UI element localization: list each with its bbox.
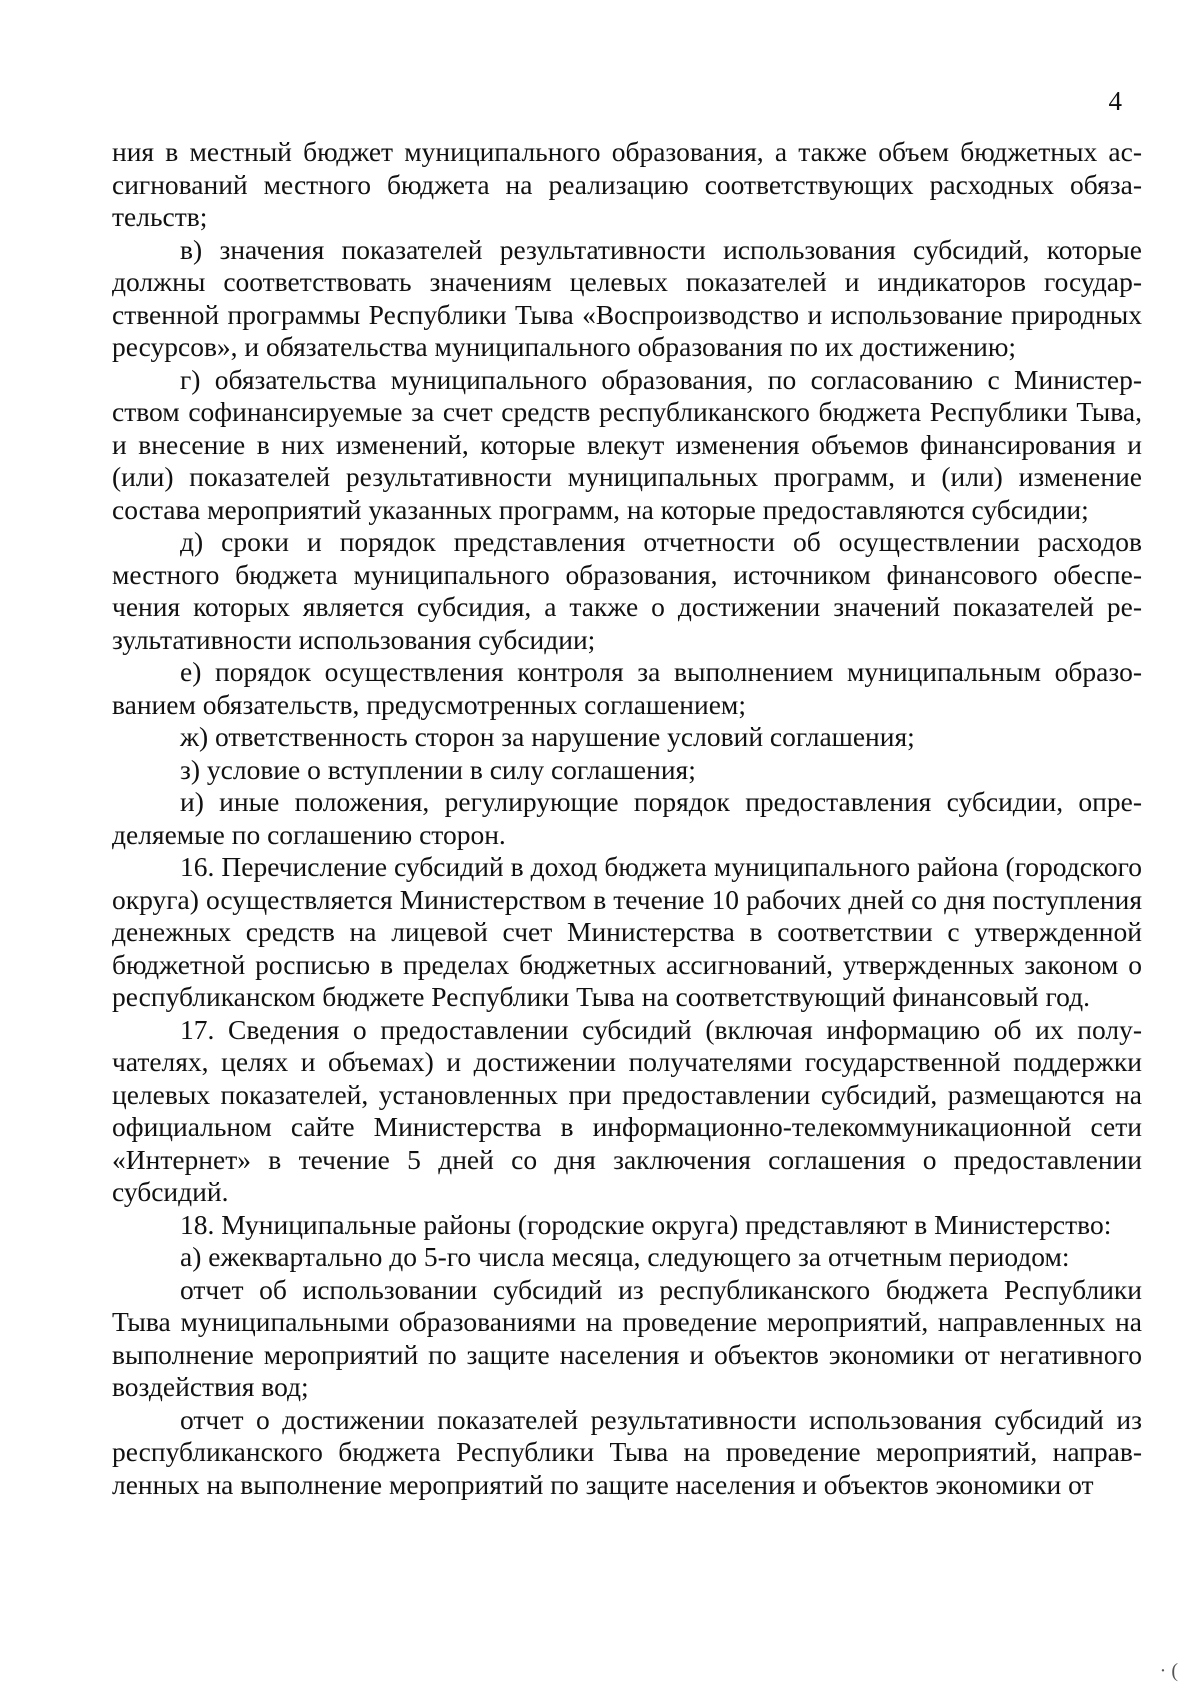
paragraph-clause-17: 17. Сведения о предоставлении субсидий (включая информацию об их получателях, целях и объемах) и достижении получателями государственной поддержки целевых показателей, установленных при предоставлении субсидий, размещаются на официальном сайте Министерства в информационно-телекоммуникационной сети «Интернет» в течение 5 дней со дня заключения соглашения о предоставлении субсидий.	[112, 1013, 1142, 1207]
paragraph-item-v: в) значения показателей результативности использования субсидий, которые должны соответствовать значениям целевых показателей и индикаторов государственной программы Республики Тыва «Воспроизводство и использование природных ресурсов», и обязательства муниципального образования по их достижению;	[112, 233, 1142, 362]
document-body	[112, 136, 1142, 1501]
paragraph-clause-18: 18. Муниципальные районы (городские округа) представляют в Министерство:	[180, 1208, 1112, 1240]
paragraph-clause-16: 16. Перечисление субсидий в доход бюджета муниципального района (городского округа) осуществляется Министерством в течение 10 рабочих дней со дня поступления денежных средств на лицевой счет Министерства в соответствии с утвержденной бюджетной росписью в пределах бюджетных ассигнований, утвержденных законом о республиканском бюджете Республики Тыва на соответствующий финансовый год.	[112, 851, 1142, 1012]
paragraph-item-e: е) порядок осуществления контроля за выполнением муниципальным образованием обязательств, предусмотренных соглашением;	[112, 656, 1142, 720]
paragraph-item-z: з) условие о вступлении в силу соглашения;	[180, 753, 696, 785]
paragraph-item-zh: ж) ответственность сторон за нарушение условий соглашения;	[180, 721, 915, 752]
paragraph-report-usage: отчет об использовании субсидий из республиканского бюджета Республики Тыва муниципальными образованиями на проведение мероприятий, направленных на выполнение мероприятий по защите населения и объектов экономики от негативного воздействия вод;	[112, 1273, 1142, 1402]
paragraph-item-d: д) сроки и порядок представления отчетности об осуществлении расходов местного бюджета муниципального образования, источником финансового обеспечения которых является субсидия, а также о достижении значений показателей результативности использования субсидии;	[112, 526, 1142, 655]
paragraph-report-results: отчет о достижении показателей результативности использования субсидий из республиканского бюджета Республики Тыва на проведение мероприятий, направленных на выполнение мероприятий по защите населения и объектов экономики от	[112, 1403, 1142, 1500]
page-number: 4	[1108, 86, 1122, 116]
scan-margin-mark: · (	[1159, 1660, 1178, 1682]
paragraph-item-a: а) ежеквартально до 5-го числа месяца, следующего за отчетным периодом:	[180, 1241, 1070, 1272]
paragraph-item-i: и) иные положения, регулирующие порядок предоставления субсидии, определяемые по соглашению сторон.	[112, 786, 1142, 850]
paragraph-continuation: ния в местный бюджет муниципального образования, а также объем бюджетных ассигнований местного бюджета на реализацию соответствующих расходных обязательств;	[112, 136, 1142, 232]
paragraph-item-g: г) обязательства муниципального образования, по согласованию с Министерством софинансируемые за счет средств республиканского бюджета Республики Тыва, и внесение в них изменений, которые влекут изменения объемов финансирования и (или) показателей результативности муниципальных программ, и (или) изменение состава мероприятий указанных программ, на которые предоставляются субсидии;	[112, 363, 1142, 525]
